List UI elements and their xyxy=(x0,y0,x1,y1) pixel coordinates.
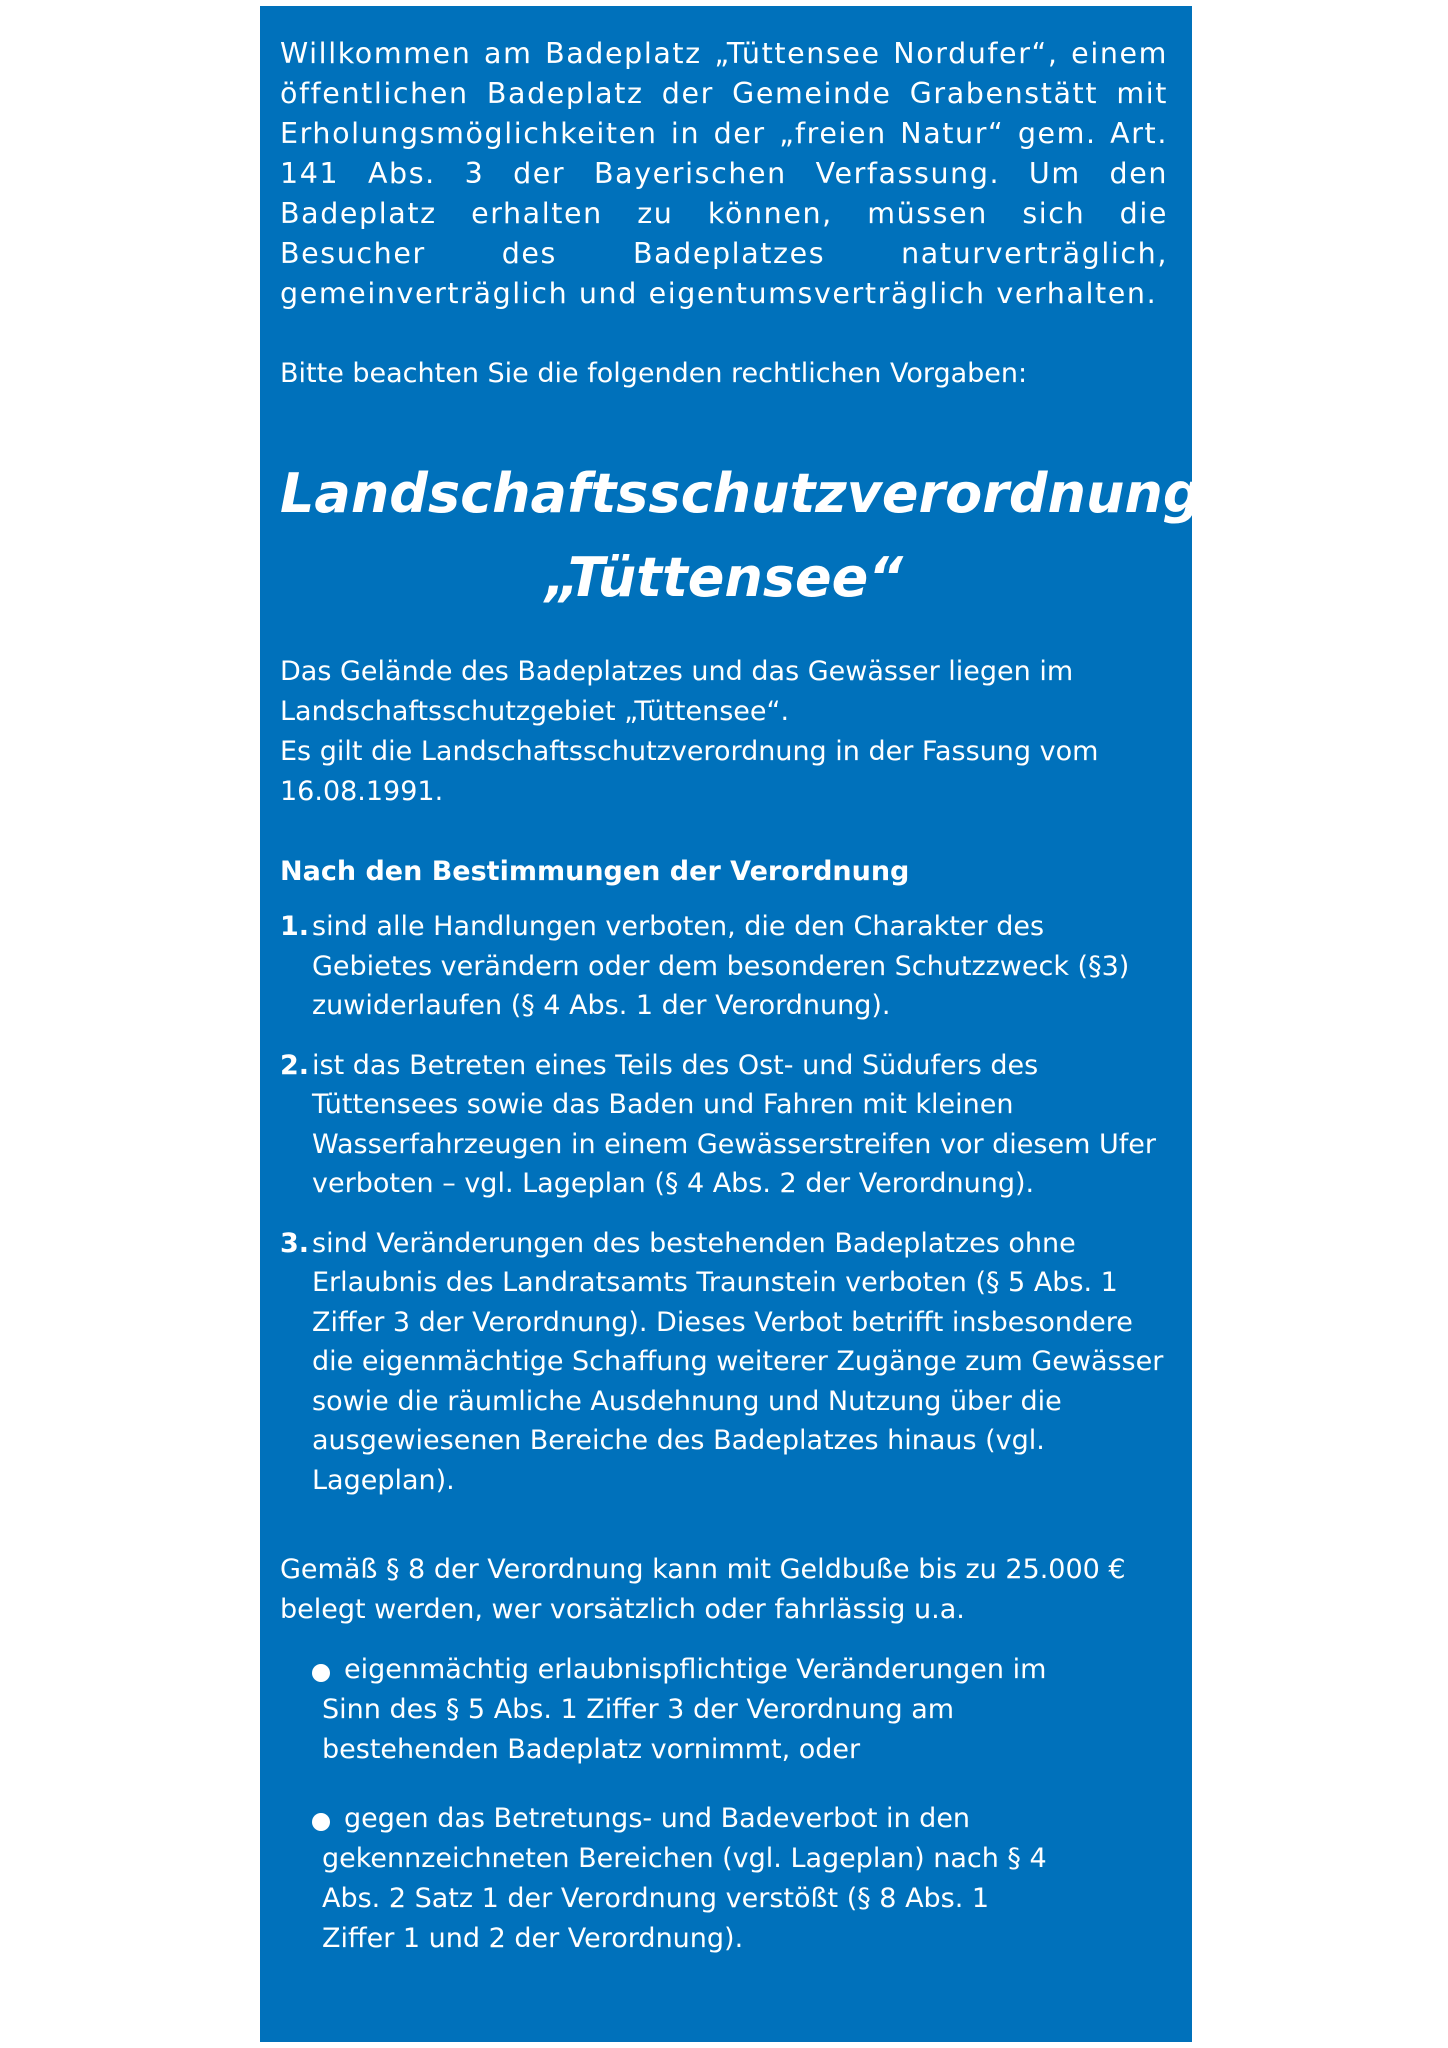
heading-line-1: Landschaftsschutzverordnung xyxy=(280,462,1202,525)
protected-area-paragraph xyxy=(280,652,1168,812)
bullet-dot-icon xyxy=(312,1813,330,1831)
rule-number: 1. xyxy=(280,911,310,942)
violation-text: eigenmächtig erlaubnispflichtige Veränderungen im Sinn des § 5 Abs. 1 Ziffer 3 der Verordnung am bestehenden Badeplatz vornimmt, oder xyxy=(322,1654,1047,1765)
violations-list xyxy=(280,1650,1168,1959)
rules-list xyxy=(280,907,1168,1500)
fine-paragraph: Gemäß § 8 der Verordnung kann mit Geldbuße bis zu 25.000 € belegt werden, wer vorsätzlich oder fahrlässig u.a. xyxy=(280,1554,1126,1625)
rule-text: ist das Betreten eines Teils des Ost- und Südufers des Tüttensees sowie das Baden und Fahren mit kleinen Wasserfahrzeugen in einem Gewässerstreifen vor diesem Ufer verboten – vgl. Lageplan (§ 4 Abs. 2 der Verordnung). xyxy=(312,1049,1156,1199)
rule-text: sind Veränderungen des bestehenden Badeplatzes ohne Erlaubnis des Landratsamts Traunstein verboten (§ 5 Abs. 1 Ziffer 3 der Verordnung). Dieses Verbot betrifft insbesondere die eigenmächtige Schaffung weiterer Zugänge zum Gewässer sowie die räumliche Ausdehnung und Nutzung über die ausgewiesenen Bereiche des Badeplatzes hinaus (vgl. Lageplan). xyxy=(312,1227,1164,1496)
list-item xyxy=(280,1046,1168,1204)
regulation-version-sentence: Es gilt die Landschaftsschutzverordnung in der Fassung vom 16.08.1991. xyxy=(280,736,1099,807)
rules-subheading: Nach den Bestimmungen der Verordnung xyxy=(280,856,910,887)
rule-text: sind alle Handlungen verboten, die den Charakter des Gebietes verändern oder dem besonderen Schutzzweck (§3) zuwiderlaufen (§ 4 Abs. 1 der Verordnung). xyxy=(312,911,1130,1021)
lead-text: Bitte beachten Sie die folgenden rechtlichen Vorgaben: xyxy=(280,358,1028,389)
list-item xyxy=(280,1799,1062,1959)
violation-text: gegen das Betretungs- und Badeverbot in den gekennzeichneten Bereichen (vgl. Lageplan) nach § 4 Abs. 2 Satz 1 der Verordnung verstößt (§ 8 Abs. 1 Ziffer 1 und 2 der Verordnung). xyxy=(322,1803,1047,1954)
list-item xyxy=(280,907,1168,1026)
list-item xyxy=(280,1650,1062,1770)
heading-line-2: „Tüttensee“ xyxy=(544,546,904,609)
rule-number: 3. xyxy=(280,1227,310,1259)
document-content xyxy=(280,34,1202,1988)
rule-number: 2. xyxy=(280,1049,310,1081)
bullet-dot-icon xyxy=(312,1664,330,1682)
list-item xyxy=(280,1224,1168,1501)
intro-paragraph: Willkommen am Badeplatz „Tüttensee Nordufer“, einem öffentlichen Badeplatz der Gemeinde Grabenstätt mit Erholungsmöglichkeiten in der „freien Natur“ gem. Art. 141 Abs. 3 der Bayerischen Verfassung. Um den Badeplatz erhalten zu können, müssen sich die Besucher des Badeplatzes naturverträglich, gemeinverträglich und eigentumsverträglich verhalten. xyxy=(280,37,1168,310)
protected-area-sentence: Das Gelände des Badeplatzes und das Gewässer liegen im Landschaftsschutzgebiet „Tüttensee“. xyxy=(280,656,1074,727)
section-heading xyxy=(280,452,1202,620)
